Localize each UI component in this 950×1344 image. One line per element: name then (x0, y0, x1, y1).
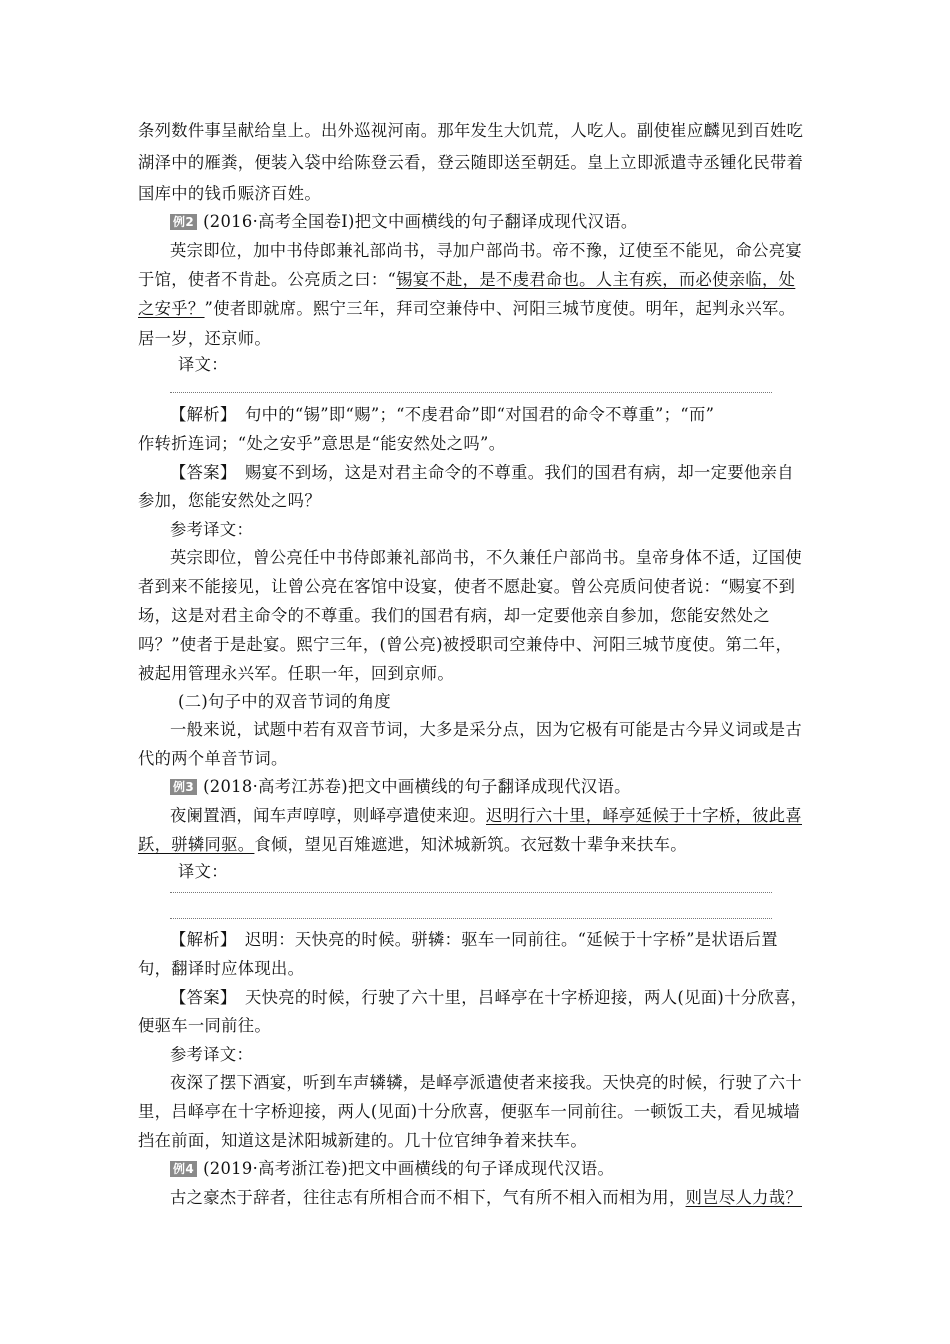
text-line: 湖泽中的雁粪，便装入袋中给陈登云看，登云随即送至朝廷。皇上立即派遣寺丞锺化民带着 (138, 153, 804, 172)
text-line (138, 270, 795, 290)
reference-line: 场，这是对君主命令的不尊重。我们的国君有病，却一定要他亲自参加，您能安然处之 (138, 606, 770, 625)
example-badge: 例2 (170, 214, 197, 230)
text-line: 英宗即位，加中书侍郎兼礼部尚书，寻加户部尚书。帝不豫，辽使至不能见，命公亮宴 (170, 241, 802, 260)
underlined-sentence: 则岂尽人力哉？ (685, 1188, 802, 1207)
reference-line: 吗？”使者于是赴宴。熙宁三年，(曾公亮)被授职司空兼侍中、河阳三城节度使。第二年， (138, 635, 793, 654)
text-line: 条列数件事呈献给皇上。出外巡视河南。那年发生大饥荒，人吃人。副使崔应麟见到百姓吃 (138, 121, 804, 140)
example-badge: 例4 (170, 1161, 197, 1177)
section-title: (二)句子中的双音节词的角度 (178, 692, 391, 711)
answer-blank-line (170, 892, 772, 893)
text-line: 居一岁，还京师。 (138, 329, 272, 348)
answer-line: 【答案】 赐宴不到场，这是对君主命令的不尊重。我们的国君有病，却一定要他亲自 (170, 463, 794, 482)
example-prompt: (2018·高考江苏卷)把文中画横线的句子翻译成现代汉语。 (203, 777, 631, 796)
example-badge: 例3 (170, 779, 197, 795)
answer-blank-line (170, 918, 772, 919)
reference-line: 挡在前面，知道这是沭阳城新建的。几十位官绅争着来扶车。 (138, 1131, 588, 1150)
text-line: 一般来说，试题中若有双音节词，大多是采分点，因为它极有可能是古今异义词或是古 (170, 720, 802, 739)
analysis-line: 【解析】 迟明：天快亮的时候。骈辚：驱车一同前往。“延候于十字桥”是状语后置 (170, 930, 778, 949)
reference-label: 参考译文： (170, 520, 254, 539)
answer-line: 参加，您能安然处之吗？ (138, 491, 321, 510)
text-line (138, 299, 795, 319)
example-4-heading (170, 1159, 614, 1179)
answer-line: 便驱车一同前往。 (138, 1016, 272, 1035)
example-prompt: (2016·高考全国卷Ⅰ)把文中画横线的句子翻译成现代汉语。 (203, 212, 638, 231)
example-prompt: (2019·高考浙江卷)把文中画横线的句子译成现代汉语。 (203, 1159, 615, 1178)
underlined-sentence: 跃，骈辚同驱。 (138, 835, 255, 854)
reference-line: 英宗即位，曾公亮任中书侍郎兼礼部尚书，不久兼任户部尚书。皇帝身体不适，辽国使 (170, 548, 802, 567)
text-line (170, 1188, 802, 1208)
text-line (138, 835, 687, 855)
analysis-line: 句，翻译时应体现出。 (138, 959, 305, 978)
underlined-sentence: 锡宴不赴，是不虔君命也。人主有疾，而必使亲临，处 (396, 270, 796, 289)
answer-blank-line (170, 392, 772, 393)
analysis-line: 【解析】 句中的“锡”即“赐”；“不虔君命”即“对国君的命令不尊重”；“而” (170, 405, 715, 424)
underlined-sentence: 之安乎？ (138, 299, 205, 318)
reference-line: 被起用管理永兴军。任职一年，回到京师。 (138, 664, 454, 683)
text-line: 国库中的钱币赈济百姓。 (138, 184, 321, 203)
analysis-line: 作转折连词；“处之安乎”意思是“能安然处之吗”。 (138, 434, 506, 453)
text-segment: 夜阑置酒，闻车声啍啍，则峄亭遣使来迎。 (170, 806, 486, 825)
reference-line: 里，吕峄亭在十字桥迎接，两人(见面)十分欣喜，便驱车一同前往。一顿饭工夫，看见城墙 (138, 1102, 801, 1121)
text-line: 代的两个单音节词。 (138, 749, 288, 768)
text-segment: ”使者即就席。熙宁三年，拜司空兼侍中、河阳三城节度使。明年，起判永兴军。 (204, 299, 796, 318)
text-segment: 食倾，望见百雉遮迣，知沭城新筑。衣冠数十辈争来扶车。 (254, 835, 687, 854)
answer-line: 【答案】 天快亮的时候，行驶了六十里，吕峄亭在十字桥迎接，两人(见面)十分欣喜， (170, 988, 808, 1007)
underlined-sentence: 迟明行六十里，峄亭延候于十字桥，彼此喜 (486, 806, 802, 825)
text-segment: 古之豪杰于辞者，往往志有所相合而不相下，气有所不相入而相为用， (170, 1188, 686, 1207)
example-3-heading (170, 777, 631, 797)
example-2-heading (170, 212, 638, 232)
translation-label: 译文： (178, 355, 228, 374)
translation-label: 译文： (178, 862, 228, 881)
text-line (170, 806, 802, 826)
reference-label: 参考译文： (170, 1045, 254, 1064)
reference-line: 者到来不能接见，让曾公亮在客馆中设宴，使者不愿赴宴。曾公亮质问使者说：“赐宴不到 (138, 577, 796, 596)
reference-line: 夜深了摆下酒宴，听到车声辚辚，是峄亭派遣使者来接我。天快亮的时候，行驶了六十 (170, 1073, 802, 1092)
text-segment: 于馆，使者不肯赴。公亮质之曰：“ (138, 270, 397, 289)
